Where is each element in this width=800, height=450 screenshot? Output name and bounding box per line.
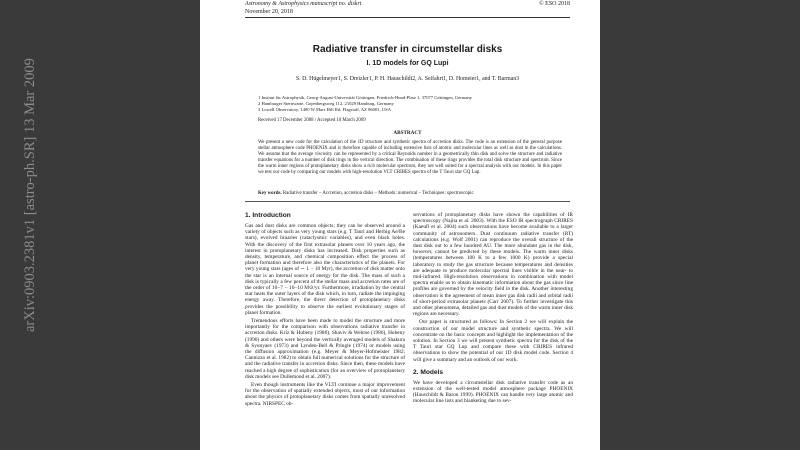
keywords-label: Key words.: [258, 191, 282, 196]
arxiv-stamp: arXiv:0903.2381v1 [astro-ph.SR] 13 Mar 2009: [22, 58, 38, 332]
affiliation-1: 1 Institut für Astrophysik, Georg-August-Universität Göttingen, Friedrich-Hund-Platz 1, 37077 Göttingen, Germany: [258, 95, 473, 100]
running-header: [245, 1, 570, 16]
abstract-text: We present a new code for the calculation of the 1D structure and synthetic spectra of accretion disks. The code is an extension of the general purpose stellar atmosphere code PHOENIX and is therefore capable of including extensive lists of atomic and molecular lines as well as dust in the calculations. We assume that the average viscosity can be represented by a critical Reynolds number in a geometrically thin disk and solve the structure and radiative transfer equations for a number of disk rings in the vertical direction. The combination of these rings provides the total disk structure and spectrum. Since the warm inner regions of protoplanetary disks show a rich molecular spectrum, they are well suited for a spectral analysis with our models. In this paper we test our code by comparing our models with high-resolution VLT CRIBES spectra of the T Tauri star GQ Lup.: [258, 140, 562, 176]
paragraph: servations of protoplanetary disks have shown the capabilities of IR spectroscopy (Najita et al. 2003). With the ESO IR spectrograph CRIRES (Kaeufl et al. 2004) such observations have become available to a larger community of astronomers. Dust continuum radiative transfer (RT) calculations (e.g. Wolf 2001) can reproduce the overall structure of the dust disk out to a few hundred AU. The more abundant gas in the disk, however, cannot be predicted by these models. The warm inner disks (temperatures between 100 K to a few 1000 K) provide a special laboratory to study the gas structure because temperatures and densities are adequate to produce molecular spectral lines visible in the near- to mid-infrared. High-resolution observations in combination with model spectra enable us to obtain kinematic information about the gas since line profiles are governed by the velocity field in the disk. Another interesting observation is the agreement of mean inner gas disk radii and orbital radii of short-period extrasolar planets (Carr 2007). To further investigate this and other phenomena, detailed gas and dust models of the warm inner disk regions are necessary.: [413, 212, 573, 318]
header-date: November 20, 2018: [245, 8, 293, 15]
affiliations: [258, 95, 560, 112]
abstract-heading: ABSTRACT: [393, 130, 422, 136]
journal-line: Astronomy & Astrophysics manuscript no. diskrt: [245, 1, 362, 7]
paragraph: We have developed a circumstellar disk radiative transfer code as an extension of the well-tested model atmosphere package PHOENIX (Hauschildt & Baron 1999). PHOENIX can handle very large atomic and molecular line lists and blanketing due to sev-: [413, 379, 573, 405]
copyright: © ESO 2018: [539, 1, 570, 7]
received-line: Received 17 December 2008 / Accepted 10 March 2009: [258, 118, 366, 123]
keywords-text: Radiative transfer – Accretion, accretion disks – Methods: numerical – Techniques: spectroscopic: [282, 191, 474, 196]
section-heading-introduction: 1. Introduction: [245, 212, 291, 219]
paragraph: Tremendous efforts have been made to model the structure and more importantly for the comparison with observations radiative transfer in accretion disks. Kriz & Hubeny (1986), Shaviv & Wehrse (1986), Hubeny (1990) and others were beyond the vertically averaged models of Shakura & Syunyaev (1973) and Lynden-Bell & Pringle (1974) or models using the diffusion approximation (e.g. Meyer & Meyer-Hofmeister 1982; Cannizzo et al. 1982) to obtain full numerical solutions for the structure of and the radiative transfer in accretion disks. Since then, these models have reached a high degree of sophistication (for an overview of protoplanetary disk models see Dullemond et al. 2007).: [245, 318, 405, 380]
right-column: [413, 212, 573, 407]
paragraph: Our paper is structured as follows: In Section 2 we will explain the construction of our model structure and synthetic spectra. We will concentrate on the basic concepts and highlight the implementation of the solution. In Section 3 we will present synthetic spectra for the disk of the T Tauri star GQ Lup and compare these with CRIRES infrared observations to show the potential of our 1D disk model code. Section 4 will give a summary and an outlook of our work.: [413, 319, 573, 363]
paragraph: Even though instruments like the VLTI continue a major improvement for the observation of spatially extended objects, most of our information about the physics of protoplanetary disks comes from spatially unresolved spectra. NIRSPEC ob-: [245, 382, 405, 407]
header-rule: [245, 17, 570, 18]
paper-title: Radiative transfer in circumstellar disks: [312, 44, 503, 55]
affiliation-3: 3 Lowell Observatory, 1400 W Mars Hill Rd, Flagstaff, AZ 86001, USA: [258, 106, 392, 112]
paper-subtitle: I. 1D models for GQ Lupi: [366, 60, 449, 67]
keywords: [258, 191, 562, 197]
paragraph: Gas and dust disks are common objects; they can be observed around a variety of objects such as very young stars (e.g. T Tauri and Herbig Ae/Be stars), evolved binaries (cataclysmic variables), and even black holes. With the discovery of the first extrasolar planets over 10 years ago, the interest in protoplanetary disks has increased. Disk properties such as density, temperature, and chemical composition effect the process of planet formation and therefore also the characteristics of the planets. For very young stars (ages of ∼ 1 − 10 Myr), the accretion of disk matter onto the star is an internal source of energy for the disk. The mass of such a disk is typically a few percent of the stellar mass and accretion rates are of the order of 10−7 − 10−10 M⊙/yr. Furthermore, irradiation by the central star heats the outer layers of the disk which, in turn, radiate the impinging energy away. Therefore, the direct detection of protoplanetary disks provides the possibility to observe the earliest evolutionary stages of planet formation.: [245, 223, 405, 316]
paper-page: [200, 0, 600, 450]
affiliation-2: 2 Hamburger Sternwarte, Gojenbergsweg 112, 21029 Hamburg, Germany: [258, 100, 394, 106]
abstract-separator: [245, 201, 570, 202]
left-column: [245, 212, 405, 409]
author-list: S. D. Hügelmeyer1, S. Dreizler1, P. H. Hauschildt2, A. Seifahrt1, D. Homeier1, and T. Barman3: [295, 76, 520, 82]
section-heading-models: 2. Models: [413, 368, 444, 376]
